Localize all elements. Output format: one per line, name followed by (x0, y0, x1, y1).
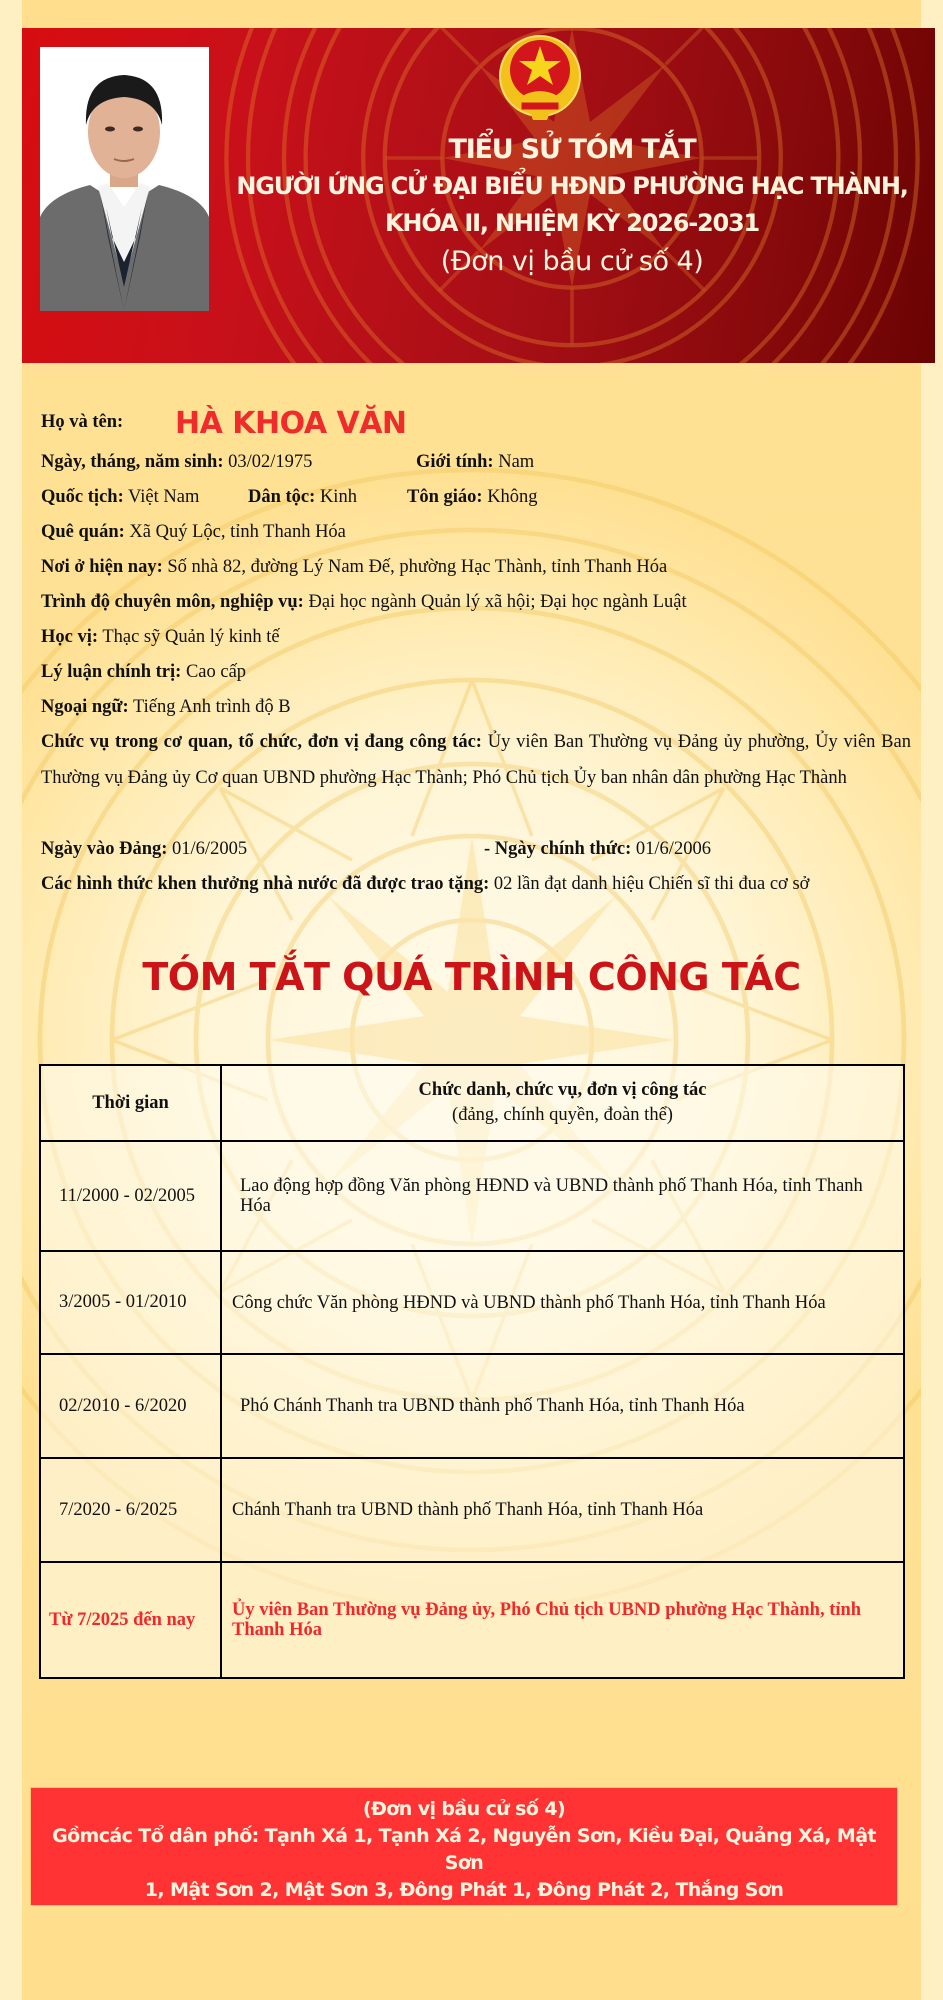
nationality-label: Quốc tịch: (41, 487, 124, 507)
party-official-row (484, 839, 711, 860)
dob-row (41, 452, 312, 473)
degree-label: Học vị: (41, 627, 99, 647)
gender-row (416, 452, 534, 473)
table-row (40, 1458, 904, 1562)
career-section-title: TÓM TẮT QUÁ TRÌNH CÔNG TÁC (142, 955, 801, 999)
header-position-title: Chức danh, chức vụ, đơn vị công tác (418, 1080, 707, 1100)
unit-box-line1: Gồmcác Tổ dân phố: Tạnh Xá 1, Tạnh Xá 2, Nguyễn Sơn, Kiều Đại, Quảng Xá, Mật Sơn (52, 1825, 876, 1874)
position-value: Ủy viên Ban Thường vụ Đảng ủy phường, Ủy viên Ban Thường vụ Đảng ủy Cơ quan UBND phường Hạc Thành; Phó Chủ tịch Ủy ban nhân dân phường Hạc Thành (41, 732, 911, 788)
awards-label: Các hình thức khen thưởng nhà nước đã được trao tặng: (41, 874, 490, 894)
party-official-label: - Ngày chính thức: (484, 839, 632, 859)
row-position: Chánh Thanh tra UBND thành phố Thanh Hóa, tỉnh Thanh Hóa (221, 1458, 904, 1562)
education-label: Trình độ chuyên môn, nghiệp vụ: (41, 592, 304, 612)
candidate-photo (40, 47, 209, 311)
religion-value: Không (482, 487, 538, 507)
candidate-name: HÀ KHOA VĂN (175, 406, 407, 441)
portrait-icon (40, 47, 209, 311)
table-header-row (40, 1065, 904, 1141)
awards-row (41, 874, 809, 895)
row-position: Ủy viên Ban Thường vụ Đảng ủy, Phó Chủ tịch UBND phường Hạc Thành, tỉnh Thanh Hóa (221, 1562, 904, 1678)
row-time: 11/2000 - 02/2005 (40, 1141, 221, 1251)
header-position (221, 1065, 904, 1141)
ethnicity-row (248, 487, 357, 508)
ethnicity-value: Kinh (315, 487, 357, 507)
politics-value: Cao cấp (181, 662, 247, 682)
hometown-value: Xã Quý Lộc, tỉnh Thanh Hóa (124, 522, 346, 542)
row-time: Từ 7/2025 đến nay (40, 1562, 221, 1678)
party-official-value: 01/6/2006 (631, 839, 711, 859)
degree-value: Thạc sỹ Quản lý kinh tế (98, 627, 280, 647)
table-row-current (40, 1562, 904, 1678)
table-row (40, 1141, 904, 1251)
banner-subtitle-line1: NGƯỜI ỨNG CỬ ĐẠI BIỂU HĐND PHƯỜNG HẠC THÀNH, (236, 172, 908, 200)
row-time: 7/2020 - 6/2025 (40, 1458, 221, 1562)
residence-row (41, 557, 667, 578)
nationality-value: Việt Nam (123, 487, 200, 507)
ethnicity-label: Dân tộc: (248, 487, 316, 507)
religion-label: Tôn giáo: (407, 487, 483, 507)
electoral-unit-box (31, 1788, 897, 1905)
language-row (41, 697, 291, 718)
row-time: 02/2010 - 6/2020 (40, 1354, 221, 1458)
banner-title: TIỂU SỬ TÓM TẮT (448, 134, 696, 165)
party-join-row (41, 839, 247, 860)
residence-value: Số nhà 82, đường Lý Nam Đế, phường Hạc Thành, tỉnh Thanh Hóa (162, 557, 668, 577)
name-label: Họ và tên: (41, 412, 124, 432)
language-label: Ngoại ngữ: (41, 697, 129, 717)
banner-unit: (Đơn vị bầu cử số 4) (440, 246, 704, 277)
religion-row (407, 487, 538, 508)
language-value: Tiếng Anh trình độ B (128, 697, 291, 717)
gender-label: Giới tính: (416, 452, 494, 472)
row-time: 3/2005 - 01/2010 (40, 1251, 221, 1354)
row-position: Công chức Văn phòng HĐND và UBND thành phố Thanh Hóa, tỉnh Thanh Hóa (221, 1251, 904, 1354)
national-emblem-icon (495, 32, 585, 124)
unit-box-title: (Đơn vị bầu cử số 4) (362, 1798, 566, 1820)
position-label: Chức vụ trong cơ quan, tổ chức, đơn vị đang công tác: (41, 732, 482, 752)
career-table (39, 1064, 905, 1679)
residence-label: Nơi ở hiện nay: (41, 557, 163, 577)
row-position: Lao động hợp đồng Văn phòng HĐND và UBND thành phố Thanh Hóa, tỉnh Thanh Hóa (221, 1141, 904, 1251)
unit-box-line2: 1, Mật Sơn 2, Mật Sơn 3, Đông Phát 1, Đông Phát 2, Thắng Sơn (144, 1879, 784, 1901)
table-row (40, 1354, 904, 1458)
awards-value: 02 lần đạt danh hiệu Chiến sĩ thi đua cơ sở (489, 874, 810, 894)
name-row (41, 406, 407, 441)
politics-label: Lý luận chính trị: (41, 662, 182, 682)
party-join-value: 01/6/2005 (167, 839, 248, 859)
header-banner (22, 28, 935, 363)
politics-row (41, 662, 246, 683)
dob-label: Ngày, tháng, năm sinh: (41, 452, 224, 472)
header-time: Thời gian (40, 1065, 221, 1141)
education-row (41, 592, 687, 613)
banner-subtitle-line2: KHÓA II, NHIỆM KỲ 2026-2031 (385, 209, 759, 237)
dob-value: 03/02/1975 (223, 452, 313, 472)
degree-row (41, 627, 280, 648)
party-join-label: Ngày vào Đảng: (41, 839, 168, 859)
hometown-label: Quê quán: (41, 522, 125, 542)
gender-value: Nam (493, 452, 535, 472)
header-position-sub: (đảng, chính quyền, đoàn thể) (452, 1105, 673, 1125)
hometown-row (41, 522, 346, 543)
position-row (41, 724, 911, 796)
nationality-row (41, 487, 199, 508)
table-row (40, 1251, 904, 1354)
row-position: Phó Chánh Thanh tra UBND thành phố Thanh Hóa, tỉnh Thanh Hóa (221, 1354, 904, 1458)
education-value: Đại học ngành Quản lý xã hội; Đại học ngành Luật (303, 592, 687, 612)
